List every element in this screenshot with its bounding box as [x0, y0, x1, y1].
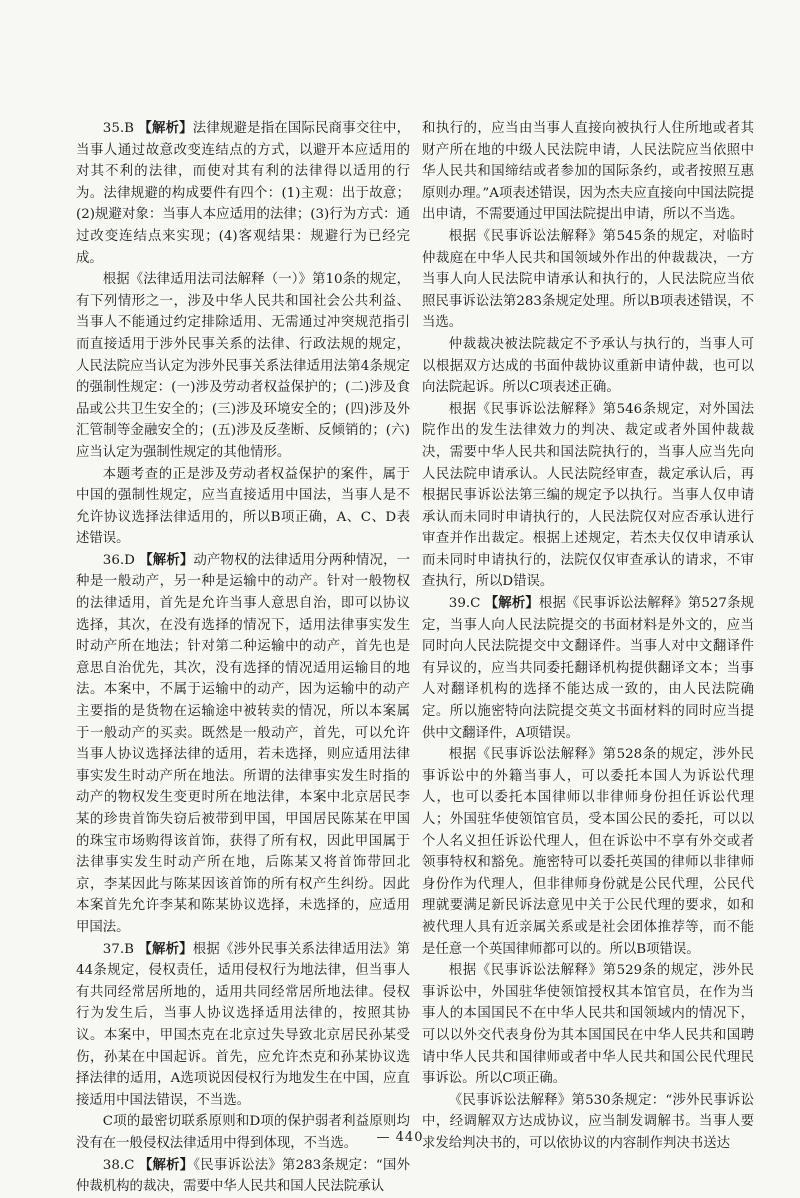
paragraph	[422, 399, 754, 593]
paragraph	[422, 744, 754, 960]
paragraph-text: 根据《民事诉讼法解释》第527条规定，当事人向人民法院提交的书面材料是外文的，应当同时向人民法院提交中文翻译件。当事人对中文翻译件有异议的，应当共同委托翻译机构提供翻译文本；当事人对翻译机构的选择不能达成一致的，由人民法院确定。所以施密特向法院提交英文书面材料的同时应当提供中文翻译件，A项错误。	[422, 596, 754, 741]
paragraph-text: 和执行的，应当由当事人直接向被执行人住所地或者其财产所在地的中级人民法院申请，人民法院应当依照中华人民共和国缔结或者参加的国际条约，或者按照互惠原则办理。”A项表述错误，因为杰夫应直接向中国法院提出申请，不需要通过甲国法院提出申请，所以不当选。	[422, 121, 754, 223]
paragraph-text: 法律规避是指在国际民商事交往中，当事人通过故意改变连结点的方式，以避开本应适用的对其不利的法律，而使对其有利的法律得以适用的行为。法律规避的构成要件有四个：(1)主观：出于故意；(2)规避对象：当事人本应适用的法律；(3)行为方式：通过改变连结点来实现；(4)客观结果：规避行为已经完成。	[76, 121, 411, 266]
paragraph-text: 《民事诉讼法解释》第530条规定：“涉外民事诉讼中，经调解双方达成协议，应当制发调解书。当事人要求发给判决书的，可以依协议的内容制作判决书送达	[422, 1092, 754, 1151]
paragraph	[422, 226, 754, 334]
paragraph	[76, 939, 410, 1112]
left-column	[76, 118, 410, 1198]
paragraph	[422, 960, 754, 1090]
paragraph	[76, 550, 410, 939]
analysis-tag: 【解析】	[138, 1156, 194, 1173]
paragraph	[76, 1155, 410, 1198]
paragraph	[422, 118, 754, 226]
question-number: 37.B	[102, 941, 134, 957]
analysis-tag: 【解析】	[484, 595, 539, 612]
question-number: 35.B	[102, 121, 134, 136]
paragraph	[76, 118, 410, 269]
analysis-tag: 【解析】	[139, 551, 194, 568]
paragraph	[76, 464, 410, 550]
analysis-tag: 【解析】	[138, 120, 193, 136]
question-number: 36.D	[102, 552, 135, 568]
analysis-tag: 【解析】	[138, 940, 193, 957]
paragraph-text: 根据《涉外民事关系法律适用法》第44条规定，侵权责任，适用侵权行为地法律，但当事人有共同经常居所地的，适用共同经常居所地法律。侵权行为发生后，当事人协议选择适用法律的，按照其协议。本案中，甲国杰克在北京过失导致北京居民孙某受伤，孙某在中国起诉。首先，应允许杰克和孙某协议选择法律的适用，A选项说因侵权行为地发生在中国，应直接适用中国法错误，不当选。	[76, 941, 411, 1108]
paragraph	[422, 593, 754, 744]
question-number: 38.C	[102, 1157, 135, 1173]
paragraph-text: 仲裁裁决被法院裁定不予承认与执行的，当事人可以根据双方达成的书面仲裁协议重新申请仲裁，也可以向法院起诉。所以C项表述正确。	[422, 336, 754, 396]
paragraph-text: 《民事诉讼法》第283条规定：“国外仲裁机构的裁决，需要中华人民共和国人民法院承认	[76, 1157, 410, 1195]
page-number: — 440	[376, 1130, 424, 1145]
question-number: 39.C	[448, 596, 481, 612]
paragraph-text: 根据《民事诉讼法解释》第529条的规定，涉外民事诉讼中，外国驻华使领馆授权其本馆官员，在作为当事人的本国国民不在中华人民共和国领域内的情况下，可以以外交代表身份为其本国国民在中华人民共和国聘请中华人民共和国律师或者中华人民共和国公民代理民事诉讼。所以C项正确。	[422, 963, 754, 1087]
paragraph-text: 根据《民事诉讼法解释》第528条的规定，涉外民事诉讼中的外籍当事人，可以委托本国人为诉讼代理人，也可以委托本国律师以非律师身份担任诉讼代理人；外国驻华使领馆官员，受本国公民的委托，可以以个人名义担任诉讼代理人，但在诉讼中不享有外交或者领事特权和豁免。施密特可以委托英国的律师以非律师身份作为代理人，但非律师身份就是公民代理，公民代理就要满足新民诉法意见中关于公民代理的要求，如和被代理人具有近亲属关系或是社会团体推荐等，而不能是任意一个英国律师都可以的。所以B项错误。	[422, 747, 754, 957]
paragraph-text: 根据《民事诉讼法解释》第546条规定，对外国法院作出的发生法律效力的判决、裁定或者外国仲裁裁决，需要中华人民共和国法院执行的，当事人应当先向人民法院申请承认。人民法院经审查，裁定承认后，再根据民事诉讼法第三编的规定予以执行。当事人仅申请承认而未同时申请执行的，人民法院仅对应否承认进行审查并作出裁定。根据上述规定，若杰夫仅仅申请承认而未同时申请执行的，法院仅仅审查承认的请求，不审查执行，所以D错误。	[422, 401, 754, 590]
paragraph-text: 根据《法律适用法司法解释（一）》第10条的规定，有下列情形之一，涉及中华人民共和国社会公共利益、当事人不能通过约定排除适用、无需通过冲突规范指引而直接适用于涉外民事关系的法律、行政法规的规定，人民法院应当认定为涉外民事关系法律适用法第4条规定的强制性规定：(一)涉及劳动者权益保护的；(二)涉及食品或公共卫生安全的；(三)涉及环境安全的；(四)涉及外汇管制等金融安全的；(五)涉及反垄断、反倾销的；(六)应当认定为强制性规定的其他情形。	[76, 272, 410, 460]
paragraph-text: 根据《民事诉讼法解释》第545条的规定，对临时仲裁庭在中华人民共和国领域外作出的仲裁裁决，一方当事人向人民法院申请承认和执行的，人民法院应当依照民事诉讼法第283条规定处理。所以B项表述错误，不当选。	[422, 228, 754, 331]
paragraph-text: 本题考查的正是涉及劳动者权益保护的案件，属于中国的强制性规定，应当直接适用中国法，当事人是不允许协议选择法律适用的，所以B项正确，A、C、D表述错误。	[76, 466, 410, 547]
paragraph	[76, 269, 410, 463]
paragraph-text: 动产物权的法律适用分两种情况，一种是一般动产，另一种是运输中的动产。针对一般物权的法律适用，首先是允许当事人意思自治，即可以协议选择，其次，在没有选择的情况下，适用法律事实发生时动产所在地法；针对第二种运输中的动产，首先也是意思自治优先，其次，没有选择的情况适用运输目的地法。本案中，不属于运输中的动产，因为运输中的动产主要指的是货物在运输途中被转卖的情况，所以本案属于一般动产的买卖。既然是一般动产，首先，可以允许当事人协议选择法律的适用，若未选择，则应适用法律事实发生时动产所在地法。所谓的法律事实发生时指的动产的物权发生变更时所在地法律，本案中北京居民李某的珍贵首饰失窃后被带到甲国，甲国居民陈某在甲国的珠宝市场购得该首饰，获得了所有权，因此甲国属于法律事实发生时动产所在地，后陈某又将首饰带回北京，李某因此与陈某因该首饰的所有权产生纠纷。因此本案首先允许李某和陈某协议选择，未选择的，应适用甲国法。	[76, 552, 411, 935]
paragraph-text: C项的最密切联系原则和D项的保护弱者利益原则均没有在一般侵权法律适用中得到体现，不当选。	[76, 1114, 410, 1151]
right-column	[422, 118, 754, 1155]
paragraph	[422, 334, 754, 399]
